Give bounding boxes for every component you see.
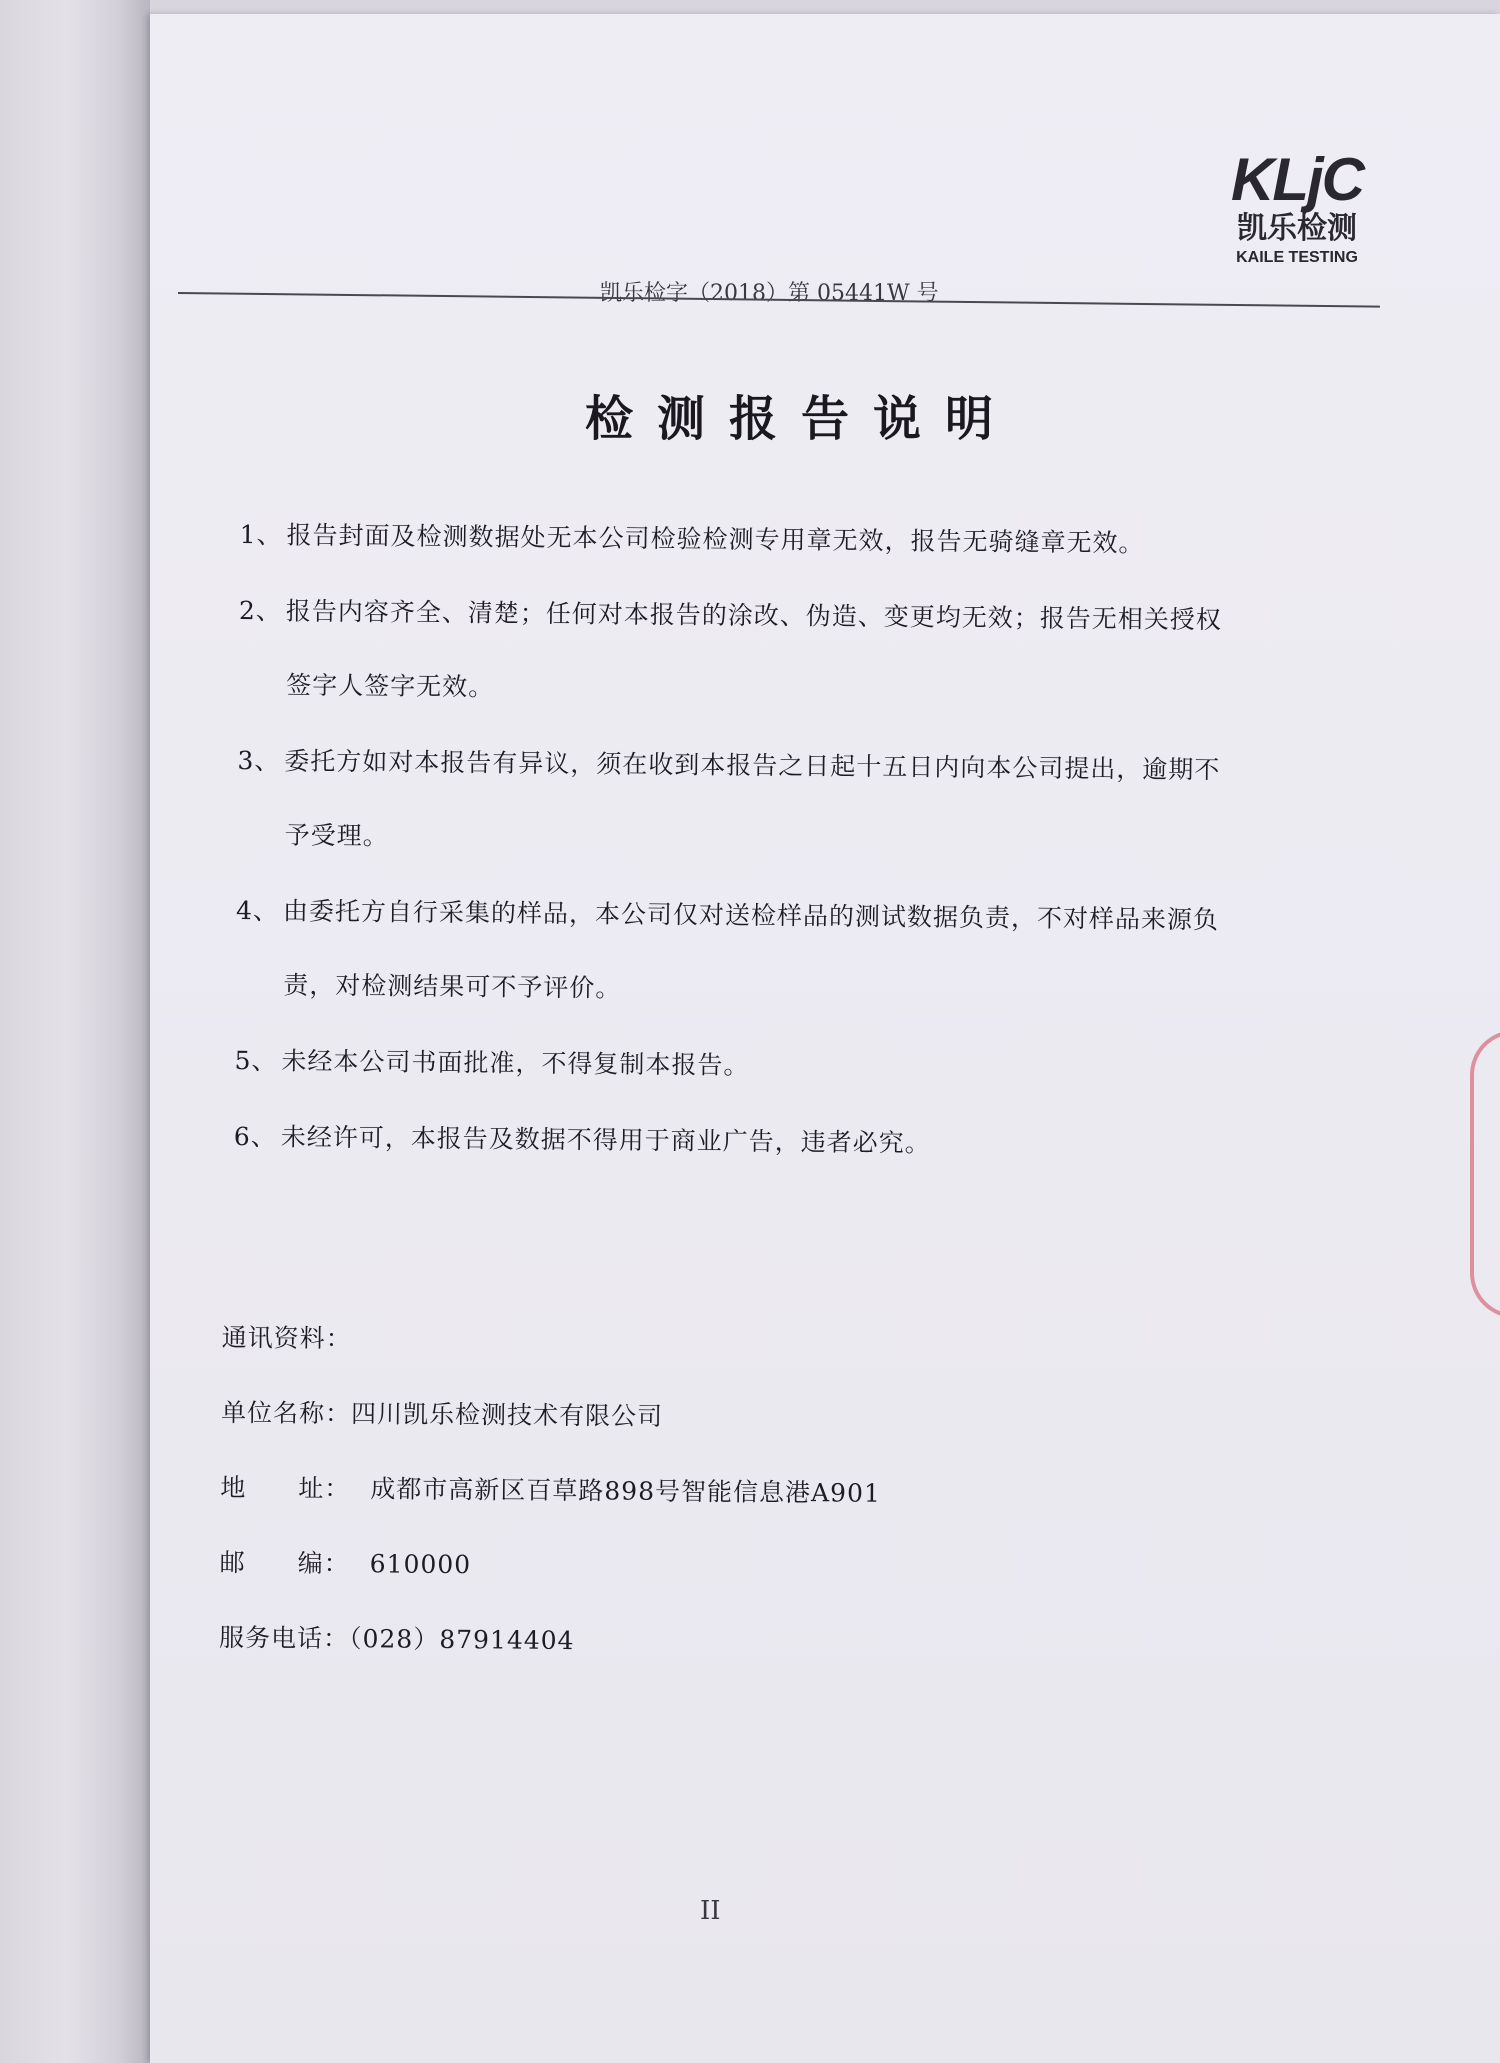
item-text: 报告内容齐全、清楚；任何对本报告的涂改、伪造、变更均无效；报告无相关授权 — [285, 596, 1222, 635]
page-top-edge — [150, 0, 1500, 14]
logo-chinese-name: 凯乐检测 — [1237, 211, 1357, 246]
item-text: 由委托方自行采集的样品，本公司仅对送检样品的测试数据负责，不对样品来源负 — [282, 896, 1220, 935]
contact-info — [219, 1300, 1122, 1683]
company-label: 单位名称： — [220, 1397, 352, 1429]
report-number: 凯乐检字（2018）第 05441W 号 — [600, 281, 939, 306]
notice-list — [233, 498, 1369, 1187]
address-label: 地 址： — [220, 1472, 351, 1504]
notice-item-1 — [239, 498, 1370, 583]
item-text-continued: 签字人签字无效。 — [286, 670, 495, 702]
contact-company — [221, 1375, 1122, 1458]
logo-mark: KLjC — [1231, 146, 1363, 213]
item-text-continued: 责，对检测结果可不予评价。 — [283, 970, 622, 1003]
contact-address — [220, 1450, 1121, 1533]
item-text: 未经许可，本报告及数据不得用于商业广告，违者必究。 — [280, 1122, 931, 1158]
contact-postcode — [219, 1525, 1120, 1608]
logo-english-name: KAILE TESTING — [1236, 249, 1358, 266]
notice-item-3 — [236, 724, 1367, 883]
notice-item-5 — [234, 1024, 1365, 1109]
item-number: 2、 — [238, 595, 282, 626]
item-number: 5、 — [234, 1045, 278, 1076]
postcode-value: 610000 — [369, 1549, 472, 1580]
item-text: 未经本公司书面批准，不得复制本报告。 — [281, 1046, 750, 1080]
notice-item-6 — [234, 1100, 1365, 1185]
item-number: 1、 — [239, 519, 283, 550]
item-number: 4、 — [235, 895, 280, 926]
company-value: 四川凯乐检测技术有限公司 — [350, 1399, 664, 1431]
notice-item-2 — [238, 574, 1369, 733]
page-number: II — [700, 1896, 721, 1926]
company-logo — [1212, 146, 1382, 268]
notice-item-4 — [235, 874, 1366, 1033]
phone-label: 服务电话： — [218, 1622, 350, 1654]
contact-phone — [219, 1600, 1120, 1683]
item-number: 6、 — [233, 1121, 277, 1152]
contact-heading: 通讯资料： — [221, 1322, 352, 1354]
page-title: 检测报告说明 — [585, 391, 1018, 447]
item-text-continued: 予受理。 — [284, 820, 389, 851]
postcode-label: 邮 编： — [219, 1547, 350, 1579]
binding-edge — [0, 0, 150, 2063]
address-value: 成都市高新区百草路898号智能信息港A901 — [370, 1474, 881, 1508]
seal-fragment — [1470, 1030, 1500, 1318]
item-text: 委托方如对本报告有异议，须在收到本报告之日起十五日内向本公司提出，逾期不 — [284, 746, 1221, 785]
item-number: 3、 — [237, 745, 281, 776]
item-text: 报告封面及检测数据处无本公司检验检测专用章无效，报告无骑缝章无效。 — [286, 520, 1145, 558]
phone-value: （028）87914404 — [348, 1624, 575, 1656]
